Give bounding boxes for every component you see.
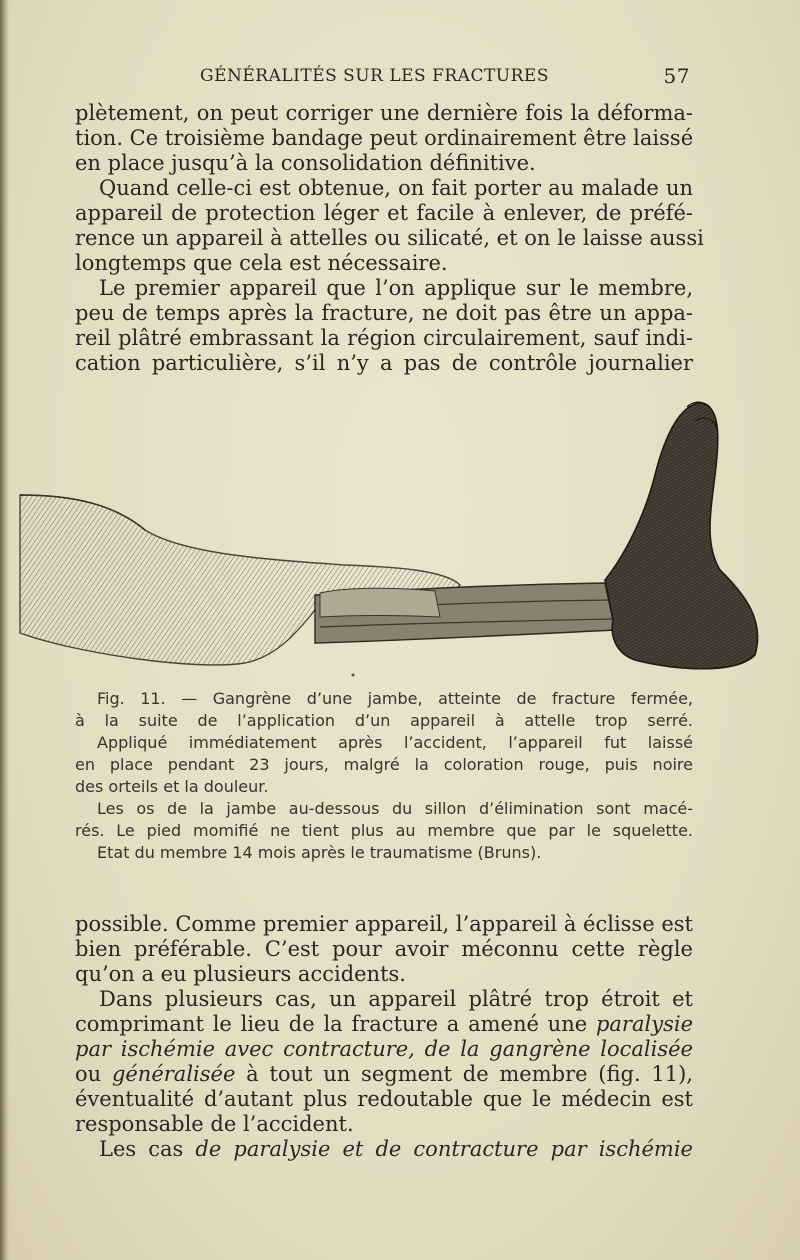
- text-run: ou: [75, 1062, 102, 1086]
- italic-run: de paralysie et de contracture par ischémie: [195, 1137, 693, 1161]
- text-line: éventualité d’autant plus redoutable que le médecin est: [75, 1087, 693, 1111]
- text-line: cation particulière, s’il n’y a pas de contrôle journalier: [75, 351, 693, 375]
- print-speck: [352, 674, 355, 677]
- caption-line: à la suite de l’application d’un appareil à attelle trop serré.: [75, 711, 693, 730]
- page-number: 57: [663, 64, 690, 88]
- text-run: à tout un segment de membre (fig. 11),: [246, 1062, 693, 1086]
- text-line: possible. Comme premier appareil, l’appareil à éclisse est: [75, 912, 693, 936]
- running-head: [200, 66, 690, 92]
- text-line: appareil de protection léger et facile à enlever, de préfé-: [75, 201, 693, 225]
- text-line: responsable de l’accident.: [75, 1112, 354, 1136]
- caption-line: en place pendant 23 jours, malgré la coloration rouge, puis noire: [75, 755, 693, 774]
- text-line: [75, 1137, 693, 1162]
- text-line: [75, 1012, 693, 1037]
- italic-run: paralysie: [595, 1012, 693, 1036]
- text-line: tion. Ce troisième bandage peut ordinairement être laissé: [75, 126, 694, 150]
- figure-caption: [75, 688, 693, 864]
- text-line: reil plâtré embrassant la région circulairement, sauf indi-: [75, 326, 693, 350]
- text-line: rence un appareil à attelles ou silicaté, et on le laisse aussi: [75, 226, 704, 250]
- text-line: Dans plusieurs cas, un appareil plâtré trop étroit et: [99, 987, 693, 1011]
- running-head-title: GÉNÉRALITÉS SUR LES FRACTURES: [200, 66, 549, 86]
- italic-run: généralisée: [111, 1062, 236, 1086]
- top-paragraphs: [75, 101, 704, 376]
- text-line: Quand celle-ci est obtenue, on fait porter au malade un: [99, 176, 693, 200]
- mummified-foot: [605, 403, 758, 669]
- text-line: [75, 1062, 693, 1087]
- text-run: comprimant le lieu de la fracture a amené une: [75, 1012, 588, 1036]
- text-line: bien préférable. C’est pour avoir méconnu cette règle: [75, 937, 693, 961]
- macerated-zone: [320, 588, 440, 617]
- text-line: longtemps que cela est nécessaire.: [75, 251, 448, 275]
- text-line: [75, 1037, 693, 1062]
- text-line: Le premier appareil que l’on applique sur le membre,: [99, 276, 693, 300]
- text-run: Les cas: [99, 1137, 184, 1161]
- leg-gangrene-illustration: [15, 395, 765, 685]
- caption-line: Les os de la jambe au-dessous du sillon d’élimination sont macé-: [97, 799, 693, 818]
- page-binding-shadow: [0, 0, 9, 1260]
- caption-line: Etat du membre 14 mois après le traumatisme (Bruns).: [97, 843, 542, 862]
- caption-line: Appliqué immédiatement après l’accident, l’appareil fut laissé: [97, 733, 693, 752]
- caption-line: Fig. 11. — Gangrène d’une jambe, atteinte de fracture fermée,: [97, 689, 693, 708]
- caption-line: des orteils et la douleur.: [75, 777, 269, 796]
- text-line: qu’on a eu plusieurs accidents.: [75, 962, 406, 986]
- text-line: peu de temps après la fracture, ne doit pas être un appa-: [75, 301, 693, 325]
- italic-run: par ischémie avec contracture, de la gangrène localisée: [75, 1037, 693, 1061]
- caption-line: rés. Le pied momifié ne tient plus au membre que par le squelette.: [75, 821, 693, 840]
- bottom-paragraphs: [75, 912, 693, 1162]
- text-line: en place jusqu’à la consolidation définitive.: [75, 151, 536, 175]
- text-line: plètement, on peut corriger une dernière fois la déforma-: [75, 101, 693, 125]
